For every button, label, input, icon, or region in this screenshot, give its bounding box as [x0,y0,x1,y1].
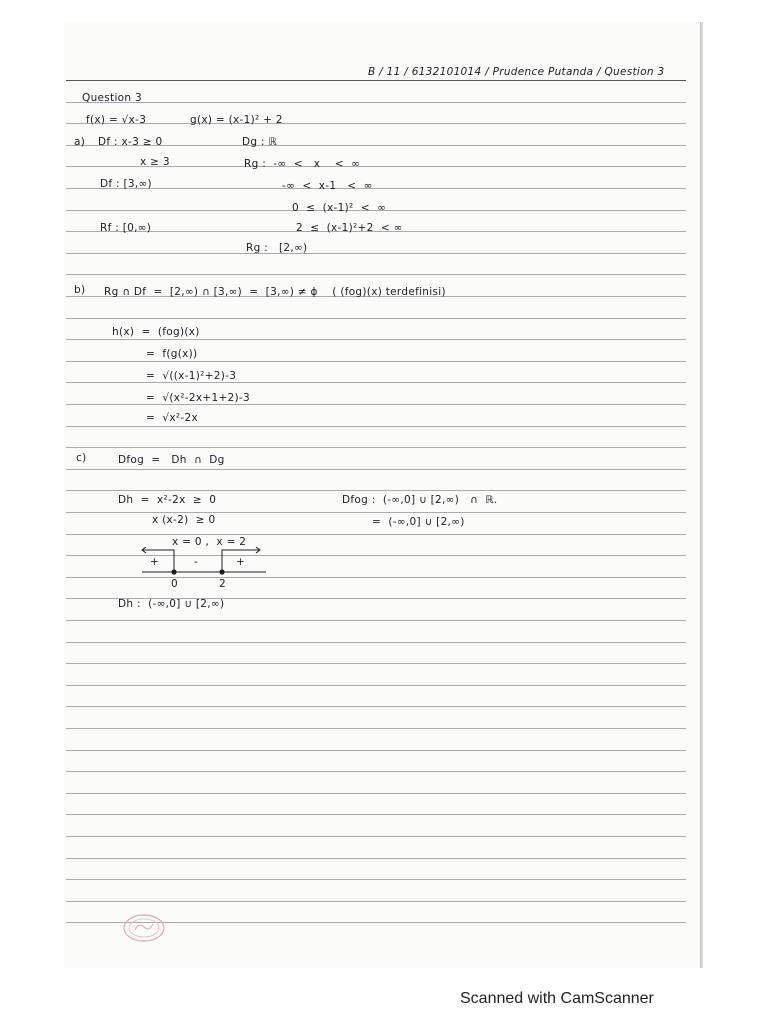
notebook-page [64,22,701,968]
h-line: h(x) = (fog)(x) [112,326,200,338]
dh-result: Dh : (-∞,0] ∪ [2,∞) [118,598,225,610]
dg-line: Dg : ℝ [242,136,278,148]
page-stamp-icon [122,912,166,944]
h-line: = √((x-1)²+2)-3 [146,370,237,382]
h-line: = √x²-2x [146,412,198,424]
rg-line: 2 ≤ (x-1)²+2 < ∞ [296,222,403,234]
tick-zero: 0 [171,578,178,590]
function-f: f(x) = √x-3 [86,114,147,126]
scanner-watermark: Scanned with CamScanner [460,990,654,1007]
rg-line: -∞ < x-1 < ∞ [282,180,373,192]
sign-left: + [150,556,160,568]
dfog-line: Dfog : (-∞,0] ∪ [2,∞) ∩ ℝ. [342,494,498,506]
df-line: x ≥ 3 [140,156,170,168]
intersection-line: Rg ∩ Df = [2,∞) ∩ [3,∞) = [3,∞) ≠ ϕ ( (fog)(x) terdefinisi) [104,286,446,298]
sign-right: + [236,556,246,568]
h-line: = f(g(x)) [146,348,198,360]
rg-line: 0 ≤ (x-1)² < ∞ [292,202,387,214]
page-header: B / 11 / 6132101014 / Prudence Putanda / Question 3 [368,66,665,78]
function-g: g(x) = (x-1)² + 2 [190,114,283,126]
part-c-label: c) [76,452,87,464]
rg-result: Rg : [2,∞) [246,242,308,254]
question-title: Question 3 [82,92,142,104]
h-line: = √(x²-2x+1+2)-3 [146,392,250,404]
part-a-label: a) [74,136,86,148]
dfog-definition: Dfog = Dh ∩ Dg [118,454,225,466]
dfog-line: = (-∞,0] ∪ [2,∞) [372,516,465,528]
tick-two: 2 [219,578,226,590]
dh-line: Dh = x²-2x ≥ 0 [118,494,217,506]
rg-line: Rg : -∞ < x < ∞ [244,158,361,170]
df-line: Df : x-3 ≥ 0 [98,136,163,148]
df-line: Df : [3,∞) [100,178,152,190]
sign-middle: - [194,556,199,568]
part-b-label: b) [74,284,86,296]
dh-line: x (x-2) ≥ 0 [152,514,216,526]
roots-line: x = 0 , x = 2 [172,536,247,548]
rf-line: Rf : [0,∞) [100,222,152,234]
